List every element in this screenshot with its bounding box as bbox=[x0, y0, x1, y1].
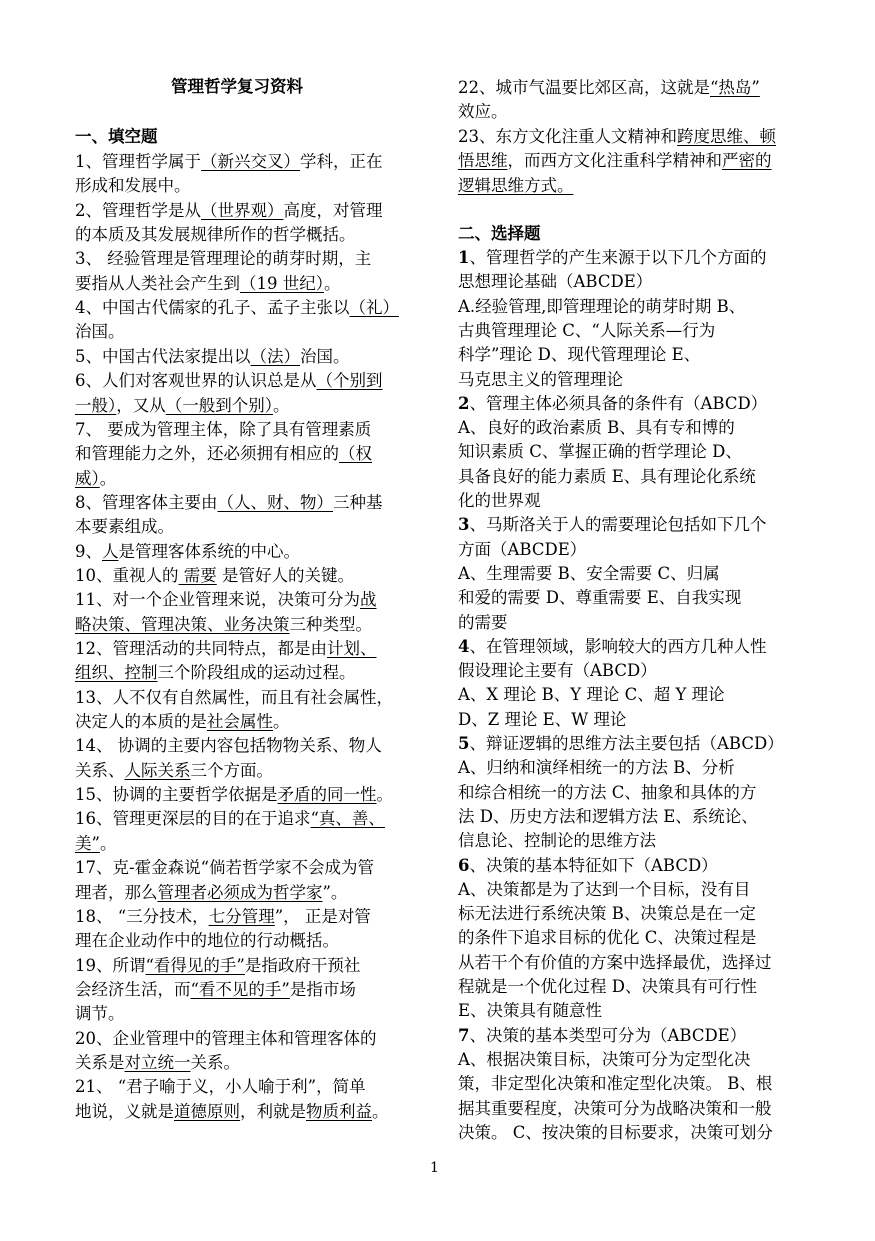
question-text: 1、管理哲学属于 bbox=[75, 152, 201, 171]
answer-text: “热岛” bbox=[710, 78, 760, 97]
question-text: ，又从 bbox=[116, 395, 166, 415]
text-line bbox=[75, 905, 371, 929]
question-text: 、管理哲学的产生来源于以下几个方面的 bbox=[469, 248, 767, 267]
answer-text: （19 世纪） bbox=[240, 273, 324, 293]
question-text: 6 bbox=[458, 855, 470, 875]
answer-text: 管理者必须成为哲学家 bbox=[157, 882, 323, 902]
text-line bbox=[75, 1075, 366, 1099]
question-text: 4 bbox=[458, 636, 470, 656]
question-text: 治国。 bbox=[75, 322, 125, 342]
question-text: D、Z 理论 E、W 理论 bbox=[458, 709, 627, 729]
question-text: 关系、 bbox=[75, 760, 125, 780]
text-line bbox=[458, 902, 756, 926]
answer-text: 需要 bbox=[178, 565, 217, 585]
text-line bbox=[75, 710, 290, 734]
text-line bbox=[75, 320, 125, 344]
answer-text: “真、善、 bbox=[310, 809, 385, 829]
text-line bbox=[75, 1100, 389, 1124]
question-text: 三种基 bbox=[333, 492, 383, 512]
question-text: 治国。 bbox=[300, 346, 350, 366]
question-text: 是指市场 bbox=[289, 979, 356, 999]
text-line bbox=[458, 465, 756, 489]
question-text: 科学”理论 D、现代管理理论 E、 bbox=[458, 345, 701, 365]
text-line bbox=[458, 246, 766, 270]
answer-text: 威） bbox=[75, 468, 100, 488]
question-text: 13、人不仅有自然属性，而且有社会属性， bbox=[75, 687, 393, 707]
text-line bbox=[458, 319, 715, 343]
text-line bbox=[75, 588, 377, 612]
answer-text: 社会属性 bbox=[207, 712, 273, 732]
text-line bbox=[75, 247, 371, 271]
question-text: 本要素组成。 bbox=[75, 517, 174, 537]
answer-text: 悟思维 bbox=[458, 151, 508, 171]
question-text: A.经验管理,即管理理论的萌芽时期 B、 bbox=[458, 296, 746, 316]
text-line bbox=[458, 125, 776, 149]
answer-text: 对立统一 bbox=[124, 1052, 191, 1072]
text-line bbox=[458, 975, 757, 999]
question-text: 是管好人的关键。 bbox=[216, 565, 354, 585]
text-line bbox=[75, 783, 393, 807]
page-title: 管理哲学复习资料 bbox=[171, 77, 303, 96]
answer-text: （礼） bbox=[349, 298, 399, 318]
answer-text: 物质利益 bbox=[306, 1101, 372, 1121]
question-text: 化的世界观 bbox=[458, 491, 541, 510]
text-line bbox=[458, 368, 623, 392]
question-text: 古典管理理论 C、“人际关系—行为 bbox=[458, 320, 716, 340]
question-text: A、X 理论 B、Y 理论 C、超 Y 理论 bbox=[458, 685, 725, 705]
question-text: 要指从人类社会产生到 bbox=[75, 273, 240, 293]
question-text: 三种类型。 bbox=[289, 614, 372, 634]
question-text: 思想理论基础（ABCDE） bbox=[458, 272, 653, 292]
text-line bbox=[458, 1097, 772, 1121]
text-line bbox=[75, 150, 383, 174]
question-text: 学科，正在 bbox=[300, 152, 383, 171]
question-text: 15、协调的主要哲学依据是 bbox=[75, 785, 278, 805]
text-line bbox=[458, 951, 772, 975]
question-text: 7、 要成为管理主体，除了具有管理素质 bbox=[75, 419, 372, 439]
text-line bbox=[458, 562, 720, 586]
question-text: A、良好的政治素质 B、具有专和博的 bbox=[458, 418, 735, 438]
question-text: 马克思主义的管理理论 bbox=[458, 369, 623, 389]
question-text: 19、所谓 bbox=[75, 955, 146, 975]
answer-text: 逻辑思维方式。 bbox=[458, 175, 574, 195]
answer-text: 人际关系 bbox=[124, 760, 191, 780]
question-text: 8、管理客体主要由 bbox=[75, 492, 218, 512]
question-text: 12、管理活动的共同特点，都是由 bbox=[75, 639, 327, 658]
question-text: 5、中国古代法家提出以 bbox=[75, 346, 251, 366]
question-text: 三个阶段组成的运动过程。 bbox=[157, 663, 356, 683]
question-text: 的本质及其发展规律所作的哲学概括。 bbox=[75, 225, 356, 245]
text-line bbox=[75, 613, 372, 637]
text-line bbox=[458, 76, 760, 100]
text-line bbox=[458, 1024, 746, 1048]
question-text: 9、 bbox=[75, 541, 102, 561]
question-text: 2、管理哲学是从 bbox=[75, 200, 201, 220]
text-line bbox=[458, 295, 745, 319]
text-line bbox=[458, 1121, 773, 1145]
answer-text: 人 bbox=[102, 541, 119, 561]
question-text: 3 bbox=[458, 515, 470, 535]
question-text: 和管理能力之外，还必须拥有相应的 bbox=[75, 444, 339, 464]
question-text: 据其重要程度，决策可分为战略决策和一般 bbox=[458, 1098, 772, 1118]
question-text: 三个方面。 bbox=[190, 760, 273, 780]
text-line bbox=[75, 954, 360, 978]
question-text: 、决策的基本特征如下（ABCD） bbox=[469, 855, 718, 875]
question-text: 2 bbox=[458, 393, 470, 413]
text-line bbox=[458, 829, 656, 853]
text-line bbox=[75, 637, 377, 661]
text-line bbox=[458, 926, 756, 950]
text-line bbox=[75, 881, 347, 905]
question-text: E、决策具有随意性 bbox=[458, 1001, 603, 1021]
question-text: 形成和发展中。 bbox=[75, 176, 191, 196]
text-line bbox=[458, 538, 586, 562]
section-choice-heading: 二、选择题 bbox=[458, 224, 541, 243]
text-line bbox=[75, 491, 383, 515]
text-line bbox=[458, 683, 725, 707]
text-line bbox=[458, 781, 756, 805]
question-text: 7 bbox=[458, 1025, 470, 1045]
question-text: A、根据决策目标，决策可分为定型化决 bbox=[458, 1049, 751, 1069]
question-text: 决策。 C、按决策的目标要求，决策可划分 bbox=[458, 1122, 773, 1142]
answer-text: （一般到个别） bbox=[165, 395, 273, 415]
question-text: 、管理主体必须具备的条件有（ABCD） bbox=[469, 393, 768, 413]
question-text: 理在企业动作中的地位的行动概括。 bbox=[75, 931, 339, 951]
question-text: 11、对一个企业管理来说，决策可分为 bbox=[75, 590, 360, 610]
text-line bbox=[458, 343, 700, 367]
question-text: 20、企业管理中的管理主体和管理客体的 bbox=[75, 1028, 377, 1048]
answer-text: 跨度思维、顿 bbox=[677, 126, 776, 146]
text-line bbox=[75, 1002, 125, 1026]
question-text: 。 bbox=[99, 833, 117, 853]
text-line bbox=[75, 540, 300, 564]
text-line bbox=[75, 515, 174, 539]
question-text: 18、 “三分技术， bbox=[75, 906, 209, 926]
question-text: 、在管理领域，影响较大的西方几种人性 bbox=[469, 636, 767, 656]
answer-text: （个别到 bbox=[316, 371, 383, 391]
text-line bbox=[458, 805, 758, 829]
question-text: 1 bbox=[458, 248, 470, 267]
answer-text: （权 bbox=[339, 444, 372, 464]
question-text: 标无法进行系统决策 B、决策总是在一定 bbox=[458, 904, 756, 924]
text-line bbox=[75, 272, 341, 296]
question-text: 假设理论主要有（ABCD） bbox=[458, 661, 657, 681]
question-text: 和综合相统一的方法 C、抽象和具体的方 bbox=[458, 782, 757, 802]
question-text: 地说，义就是 bbox=[75, 1101, 174, 1121]
page-number: 1 bbox=[430, 1160, 439, 1176]
question-text: 21、 “君子喻于义，小人喻于利”，简单 bbox=[75, 1077, 366, 1097]
text-line bbox=[75, 978, 356, 1002]
question-text: ”， 正是对管 bbox=[274, 906, 371, 926]
question-text: 。 bbox=[99, 468, 117, 488]
text-line bbox=[458, 270, 652, 294]
text-line bbox=[458, 149, 772, 173]
question-text: 效应。 bbox=[458, 102, 508, 122]
text-line bbox=[75, 686, 393, 710]
text-line bbox=[75, 418, 371, 442]
answer-text: “看得见的手” bbox=[145, 955, 245, 975]
answer-text: 严密的 bbox=[722, 151, 772, 171]
text-line bbox=[458, 708, 626, 732]
text-line bbox=[458, 489, 541, 513]
question-text: 高度，对管理 bbox=[283, 200, 383, 220]
text-line bbox=[75, 345, 350, 369]
text-line bbox=[75, 832, 116, 856]
text-line bbox=[75, 223, 356, 247]
question-text: 是指政府干预社 bbox=[244, 955, 361, 975]
text-line bbox=[75, 856, 374, 880]
text-line bbox=[458, 513, 766, 537]
question-text: 。 bbox=[273, 712, 290, 732]
question-text: 16、管理更深层的目的在于追求 bbox=[75, 809, 311, 829]
answer-text: 矛盾的同一性 bbox=[277, 785, 377, 805]
question-text: 。 bbox=[372, 1101, 389, 1121]
question-text: 5 bbox=[458, 734, 470, 753]
question-text: 从若干个有价值的方案中选择最优，选择过 bbox=[458, 952, 772, 972]
answer-text: （人、财、物） bbox=[217, 492, 333, 512]
answer-text: 组织、控制 bbox=[75, 663, 158, 683]
question-text: 是管理客体系统的中心。 bbox=[118, 541, 300, 561]
question-text: 法 D、历史方法和逻辑方法 E、系统论、 bbox=[458, 806, 758, 826]
question-text: A、决策都是为了达到一个目标，没有目 bbox=[458, 879, 751, 899]
question-text: 知识素质 C、掌握正确的哲学理论 D、 bbox=[458, 442, 742, 462]
text-line bbox=[75, 807, 385, 831]
text-line bbox=[458, 100, 508, 124]
question-text: 、辩证逻辑的思维方法主要包括（ABCD） bbox=[469, 734, 784, 753]
question-text: ，而西方文化注重科学精神和 bbox=[507, 151, 722, 171]
question-text: 6、人们对客观世界的认识总是从 bbox=[75, 371, 317, 391]
answer-text: 计划、 bbox=[327, 639, 377, 658]
text-line bbox=[75, 467, 116, 491]
question-text: 。 bbox=[273, 395, 290, 415]
question-text: 的需要 bbox=[458, 612, 508, 632]
text-line bbox=[458, 878, 750, 902]
text-line bbox=[458, 392, 767, 416]
text-line bbox=[458, 659, 657, 683]
question-text: 具备良好的能力素质 E、具有理论化系统 bbox=[458, 466, 756, 486]
answer-text: （世界观） bbox=[201, 200, 284, 220]
question-text: 的条件下追求目标的优化 C、决策过程是 bbox=[458, 928, 757, 948]
answer-text: 七分管理 bbox=[208, 906, 275, 926]
text-line bbox=[75, 1027, 377, 1051]
answer-text: （新兴交叉） bbox=[201, 152, 300, 171]
question-text: 决定人的本质的是 bbox=[75, 712, 207, 732]
text-line bbox=[75, 564, 354, 588]
answer-text: 略决策、管理决策、业务决策 bbox=[75, 614, 290, 634]
question-text: 23、东方文化注重人文精神和 bbox=[458, 126, 677, 146]
text-line bbox=[458, 416, 735, 440]
question-text: 4、中国古代儒家的孔子、孟子主张以 bbox=[75, 298, 350, 318]
question-text: 策，非定型化决策和准定型化决策。 B、根 bbox=[458, 1074, 773, 1094]
text-line bbox=[458, 635, 766, 659]
question-text: 22、城市气温要比郊区高，这就是 bbox=[458, 78, 710, 97]
question-text: 、决策的基本类型可分为（ABCDE） bbox=[469, 1025, 747, 1045]
text-line bbox=[458, 1072, 772, 1096]
question-text: ，利就是 bbox=[240, 1101, 306, 1121]
text-line bbox=[75, 394, 290, 418]
answer-text: （法） bbox=[250, 346, 300, 366]
question-text: A、生理需要 B、安全需要 C、归属 bbox=[458, 563, 720, 583]
question-text: 调节。 bbox=[75, 1004, 125, 1024]
text-line bbox=[458, 174, 574, 198]
question-text: 17、克-霍金森说“倘若哲学家不会成为管 bbox=[75, 858, 375, 878]
question-text: ”。 bbox=[322, 882, 348, 902]
question-text: 14、 协调的主要内容包括物物关系、物人 bbox=[75, 736, 382, 756]
question-text: 程就是一个优化过程 D、决策具有可行性 bbox=[458, 977, 757, 996]
question-text: 和爱的需要 D、尊重需要 E、自我实现 bbox=[458, 588, 742, 608]
answer-text: 道德原则 bbox=[174, 1101, 240, 1121]
question-text: A、归纳和演绎相统一的方法 B、分析 bbox=[458, 758, 735, 778]
question-text: 10、重视人的 bbox=[75, 565, 179, 585]
text-line bbox=[458, 854, 718, 878]
question-text: 关系。 bbox=[190, 1052, 240, 1072]
question-text: 信息论、控制论的思维方法 bbox=[458, 831, 656, 851]
question-text: 、马斯洛关于人的需要理论包括如下几个 bbox=[469, 515, 767, 535]
text-line bbox=[75, 929, 339, 953]
section-fill-in-heading: 一、填空题 bbox=[75, 127, 158, 146]
question-text: 。 bbox=[376, 785, 393, 805]
text-line bbox=[75, 734, 382, 758]
text-line bbox=[75, 199, 383, 223]
text-line bbox=[75, 1051, 240, 1075]
text-line bbox=[458, 999, 602, 1023]
question-text: 会经济生活，而 bbox=[75, 979, 191, 999]
text-line bbox=[75, 174, 191, 198]
answer-text: “看不见的手” bbox=[190, 979, 290, 999]
text-line bbox=[458, 732, 784, 756]
question-text: 关系是 bbox=[75, 1052, 125, 1072]
text-line bbox=[75, 296, 399, 320]
question-text: 3、 经验管理是管理理论的萌芽时期，主 bbox=[75, 249, 372, 269]
text-line bbox=[458, 756, 735, 780]
text-line bbox=[75, 442, 372, 466]
text-line bbox=[75, 369, 383, 393]
question-text: 。 bbox=[324, 273, 341, 293]
text-line bbox=[458, 611, 508, 635]
text-line bbox=[458, 1048, 750, 1072]
text-line bbox=[458, 586, 741, 610]
text-line bbox=[75, 759, 273, 783]
answer-text: 美” bbox=[75, 833, 100, 853]
text-line bbox=[458, 440, 742, 464]
text-line bbox=[75, 661, 356, 685]
question-text: 理者，那么 bbox=[75, 882, 158, 902]
answer-text: 战 bbox=[360, 590, 377, 610]
question-text: 方面（ABCDE） bbox=[458, 539, 587, 559]
answer-text: 一般） bbox=[75, 395, 117, 415]
